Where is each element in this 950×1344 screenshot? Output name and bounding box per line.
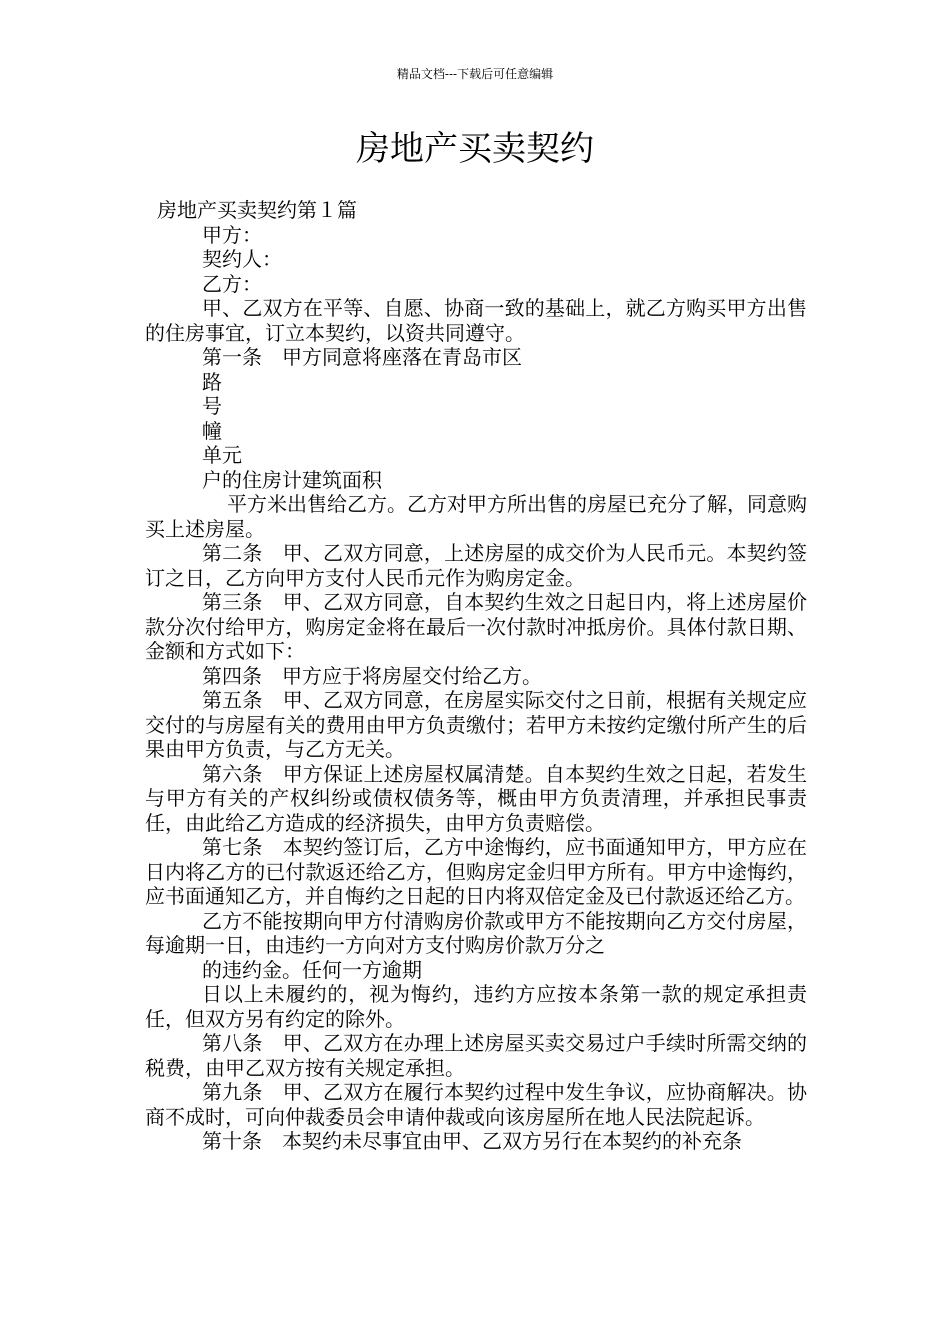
document-title: 房地产买卖契约 [356, 129, 594, 169]
penalty-continuation: 的违约金。任何一方逾期 [202, 957, 422, 982]
party-a-label: 甲方： [202, 222, 262, 247]
page-header: 精品文档---下载后可任意编辑 [396, 67, 554, 81]
contractor-label: 契约人： [202, 247, 282, 271]
default-paragraph: 日以上未履约的，视为悔约，违约方应按本条第一款的规定承担责任，但双方另有约定的除外。 [145, 982, 807, 1031]
article-2-paragraph: 第二条 甲、乙双方同意，上述房屋的成交价为人民币元。本契约签订之日，乙方向甲方支付人民币元作为购房定金。 [145, 541, 807, 590]
building-label: 幢 [202, 418, 222, 443]
preamble-paragraph: 甲、乙双方在平等、自愿、协商一致的基础上，就乙方购买甲方出售的住房事宜，订立本契约，以资共同遵守。 [145, 296, 807, 345]
party-b-label: 乙方： [202, 271, 262, 296]
unit-label: 单元 [202, 443, 242, 467]
number-label: 号 [202, 394, 222, 418]
article-5-paragraph: 第五条 甲、乙双方同意，在房屋实际交付之日前，根据有关规定应交付的与房屋有关的费用由甲方负责缴付；若甲方未按约定缴付所产生的后果由甲方负责，与乙方无关。 [145, 688, 807, 761]
article-3-paragraph: 第三条 甲、乙双方同意，自本契约生效之日起日内，将上述房屋价款分次付给甲方，购房定金将在最后一次付款时冲抵房价。具体付款日期、金额和方式如下： [145, 590, 807, 663]
area-paragraph: 平方米出售给乙方。乙方对甲方所出售的房屋已充分了解，同意购买上述房屋。 [145, 492, 807, 541]
article-1-paragraph: 第一条 甲方同意将座落在青岛市区 [202, 345, 522, 369]
article-4-paragraph: 第四条 甲方应于将房屋交付给乙方。 [202, 663, 542, 688]
penalty-paragraph: 乙方不能按期向甲方付清购房价款或甲方不能按期向乙方交付房屋，每逾期一日，由违约一方向对方支付购房价款万分之 [145, 908, 807, 957]
document-body [145, 198, 807, 1154]
article-6-paragraph: 第六条 甲方保证上述房屋权属清楚。自本契约生效之日起，若发生与甲方有关的产权纠纷或债权债务等，概由甲方负责清理，并承担民事责任，由此给乙方造成的经济损失，由甲方负责赔偿。 [145, 761, 807, 835]
article-10-paragraph: 第十条 本契约未尽事宜由甲、乙双方另行在本契约的补充条 [202, 1129, 742, 1153]
article-7-paragraph: 第七条 本契约签订后，乙方中途悔约，应书面通知甲方，甲方应在日内将乙方的已付款返还给乙方，但购房定金归甲方所有。甲方中途悔约，应书面通知乙方，并自悔约之日起的日内将双倍定金及已付款返还给乙方。 [145, 835, 807, 908]
section-heading: 房地产买卖契约第１篇 [157, 198, 357, 222]
road-label: 路 [202, 369, 222, 394]
article-8-paragraph: 第八条 甲、乙双方在办理上述房屋买卖交易过户手续时所需交纳的税费，由甲乙双方按有关规定承担。 [145, 1031, 807, 1080]
article-9-paragraph: 第九条 甲、乙双方在履行本契约过程中发生争议，应协商解决。协商不成时，可向仲裁委员会申请仲裁或向该房屋所在地人民法院起诉。 [145, 1080, 807, 1129]
area-label: 户的住房计建筑面积 [202, 467, 382, 492]
